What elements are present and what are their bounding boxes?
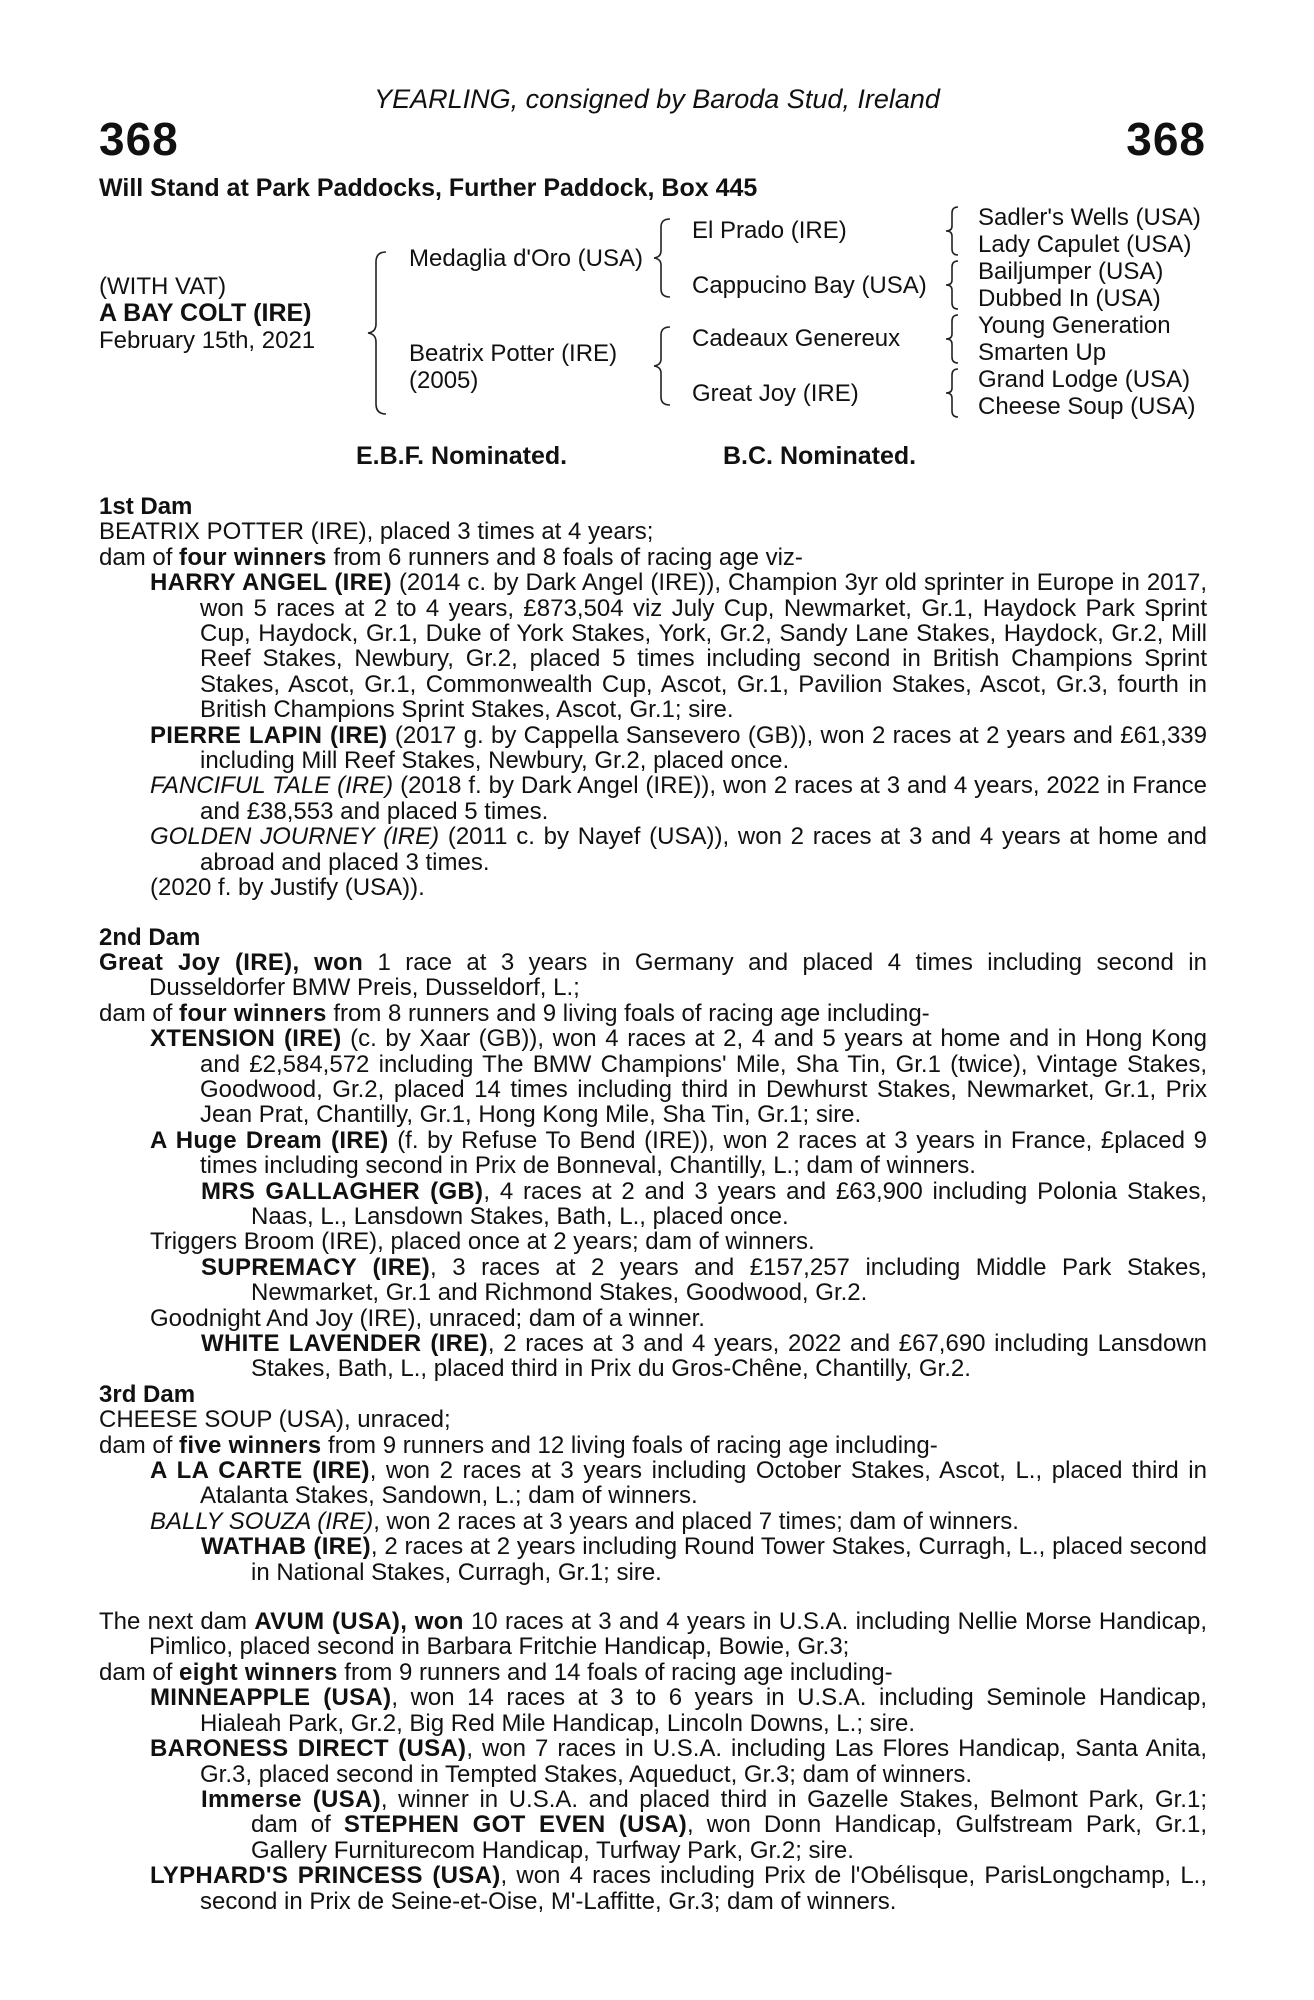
dam2-entry-3: Triggers Broom (IRE), placed once at 2 years; dam of winners. [150,1228,815,1256]
bc-nomination: B.C. Nominated. [723,442,917,470]
pedigree-ssd: Lady Capulet (USA) [978,231,1192,258]
dam4-intro: The next dam AVUM (USA), won 10 races at 3 and 4 years in U.S.A. including Nellie Morse Handicap, Pimlico, placed second in Barbara Fritchie Handicap, Bowie, Gr.3; [99,1608,1207,1661]
dam2-entry-1: XTENSION (IRE) (c. by Xaar (GB)), won 4 races at 2, 4 and 5 years at home and in Hong Kong and £2,584,572 including The BMW Champions' Mile, Sha Tin, Gr.1 (twice), Vintage Stakes, Goodwood, Gr.2, placed 14 times including third in Dewhurst Stakes, Newmarket, Gr.1, Prix Jean Prat, Chantilly, Gr.1, Hong Kong Mile, Sha Tin, Gr.1; sire. [150,1025,1207,1129]
dam4-entry-2a: Immerse (USA), winner in U.S.A. and placed third in Gazelle Stakes, Belmont Park, Gr.1; dam of STEPHEN GOT EVEN (USA), won Donn Handicap, Gulfstream Park, Gr.1, Gallery Furniturecom Handicap, Turfway Park, Gr.2; sire. [201,1785,1208,1864]
dam1-entry-1: HARRY ANGEL (IRE) (2014 c. by Dark Angel (IRE)), Champion 3yr old sprinter in Europe in 2017, won 5 races at 2 to 4 years, £873,504 viz July Cup, Newmarket, Gr.1, Haydock Park Sprint Cup, Haydock, Gr.1, Duke of York Stakes, York, Gr.2, Sandy Lane Stakes, Haydock, Gr.2, Mill Reef Stakes, Newbury, Gr.2, placed 5 times including second in British Champions Sprint Stakes, Ascot, Gr.1, Commonwealth Cup, Ascot, Gr.1, Pavilion Stakes, Ascot, Gr.3, fourth in British Champions Sprint Stakes, Ascot, Gr.1; sire. [150,569,1207,724]
pedigree-ds: Cadeaux Genereux [692,325,901,352]
pedigree-sds: Bailjumper (USA) [978,258,1164,285]
dam2-entry-2: A Huge Dream (IRE) (f. by Refuse To Bend (IRE)), won 2 races at 3 years in France, £placed 9 times including second in Prix de Bonneval, Chantilly, L.; dam of winners. [150,1126,1207,1180]
pedigree-dam-year: (2005) [409,367,479,394]
lot-number-right: 368 [1126,113,1206,165]
dam1-entry-3: FANCIFUL TALE (IRE) (2018 f. by Dark Angel (IRE)), won 2 races at 3 and 4 years, 2022 in France and £38,553 and placed 5 times. [150,772,1207,825]
dam2-entry-2a: MRS GALLAGHER (GB), 4 races at 2 and 3 years and £63,900 including Polonia Stakes, Naas, L., Lansdown Stakes, Bath, L., placed once. [201,1177,1208,1230]
dam4-produce: dam of eight winners from 9 runners and 14 foals of racing age including- [99,1658,893,1686]
pedigree-ddd: Cheese Soup (USA) [978,393,1196,420]
dam1-entry-2: PIERRE LAPIN (IRE) (2017 g. by Cappella Sansevero (GB)), won 2 races at 2 years and £61,339 including Mill Reef Stakes, Newbury, Gr.2, placed once. [150,721,1207,775]
pedigree-sd: Cappucino Bay (USA) [692,272,927,299]
section-heading-2nd-dam: 2nd Dam [99,923,201,951]
pedigree-dds: Grand Lodge (USA) [978,366,1191,393]
catalogue-body [99,494,1207,1914]
dam4-entry-2: BARONESS DIRECT (USA), won 7 races in U.S.A. including Las Flores Handicap, Santa Anita, Gr.3, placed second in Tempted Stakes, Aqueduct, Gr.3; dam of winners. [150,1735,1207,1788]
pedigree-dsd: Smarten Up [978,339,1107,366]
pedigree-dd: Great Joy (IRE) [692,380,859,407]
pedigree-sss: Sadler's Wells (USA) [978,204,1201,231]
pedigree-brace-sd [942,258,964,312]
pedigree-dss: Young Generation [978,312,1171,339]
dam2-entry-3a: SUPREMACY (IRE), 3 races at 2 years and £157,257 including Middle Park Stakes, Newmarket, Gr.1 and Richmond Stakes, Goodwood, Gr.2. [201,1253,1207,1307]
section-heading-1st-dam: 1st Dam [99,493,193,520]
foaling-date: February 15th, 2021 [99,327,316,354]
pedigree-brace-dd [942,366,964,420]
dam3-produce: dam of five winners from 9 runners and 12 living foals of racing age including- [99,1431,938,1459]
dam1-produce: dam of four winners from 6 runners and 8 foals of racing age viz- [99,543,803,571]
dam1-entry-5: (2020 f. by Justify (USA)). [150,874,425,902]
lot-name: A BAY COLT (IRE) [99,299,312,327]
dam2-entry-4: Goodnight And Joy (IRE), unraced; dam of a winner. [150,1304,705,1332]
dam1-intro: BEATRIX POTTER (IRE), placed 3 times at 4 years; [99,518,654,546]
lot-number-left: 368 [99,113,179,165]
pedigree-brace-sire [650,215,676,301]
pedigree-brace-ss [942,204,964,258]
dam1-entry-4: GOLDEN JOURNEY (IRE) (2011 c. by Nayef (USA)), won 2 races at 3 and 4 years at home and abroad and placed 3 times. [150,823,1207,876]
pedigree-sdd: Dubbed In (USA) [978,285,1161,312]
dam3-entry-1: A LA CARTE (IRE), won 2 races at 3 years including October Stakes, Ascot, L., placed third in Atalanta Stakes, Sandown, L.; dam of winners. [150,1457,1207,1510]
dam3-entry-2: BALLY SOUZA (IRE), won 2 races at 3 years and placed 7 times; dam of winners. [150,1507,1019,1535]
section-heading-3rd-dam: 3rd Dam [99,1380,196,1408]
pedigree-brace-ds [942,312,964,366]
dam2-entry-4a: WHITE LAVENDER (IRE), 2 races at 3 and 4 years, 2022 and £67,690 including Lansdown Stakes, Bath, L., placed third in Prix du Gros-Chêne, Chantilly, Gr.2. [201,1330,1207,1383]
pedigree-dam: Beatrix Potter (IRE) [409,340,618,367]
dam3-intro: CHEESE SOUP (USA), unraced; [99,1406,451,1434]
dam4-entry-3: LYPHARD'S PRINCESS (USA), won 4 races including Prix de l'Obélisque, ParisLongchamp, L., second in Prix de Seine-et-Oise, M'-Laffitte, Gr.3; dam of winners. [150,1862,1207,1915]
catalogue-header: YEARLING, consigned by Baroda Stud, Ireland [374,84,940,114]
pedigree-sire: Medaglia d'Oro (USA) [409,245,643,272]
dam2-intro: Great Joy (IRE), won 1 race at 3 years in Germany and placed 4 times including second in Dusseldorfer BMW Preis, Dusseldorf, L.; [99,948,1207,1002]
dam2-produce: dam of four winners from 8 runners and 9 living foals of racing age including- [99,999,930,1027]
stand-location: Will Stand at Park Paddocks, Further Paddock, Box 445 [99,174,758,202]
pedigree-ss: El Prado (IRE) [692,217,847,244]
pedigree-brace-main [364,248,394,418]
dam3-entry-2a: WATHAB (IRE), 2 races at 2 years including Round Tower Stakes, Curragh, L., placed second in National Stakes, Curragh, Gr.1; sire. [201,1533,1207,1586]
pedigree-brace-dam [650,323,676,409]
vat-note: (WITH VAT) [99,273,227,300]
ebf-nomination: E.B.F. Nominated. [356,442,568,470]
dam4-entry-1: MINNEAPPLE (USA), won 14 races at 3 to 6 years in U.S.A. including Seminole Handicap, Hialeah Park, Gr.2, Big Red Mile Handicap, Lincoln Downs, L.; sire. [150,1684,1207,1737]
